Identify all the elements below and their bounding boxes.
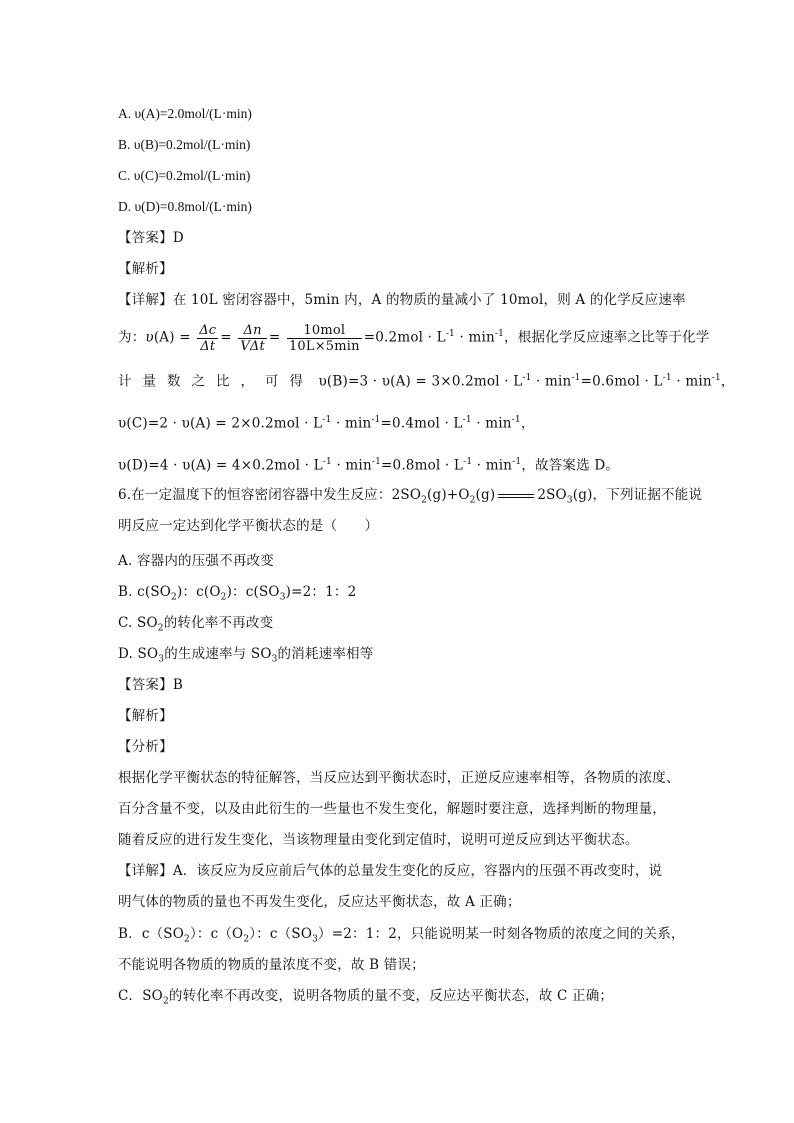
q6-option-a: A. 容器内的压强不再改变 <box>118 553 274 569</box>
option-d <box>118 197 252 217</box>
q5-detail-line3: 计量数之比，可得 $\upsilon(B)=3 \cdot \upsilon(A) = 3\times 0.2mol \cdot L^{-1} \cdot \min^{-1}=0.6mol \cdot L^{-1} \cdot \min^{-1}$， <box>118 373 735 390</box>
detail-text: 在 10L 密闭容器中，5min 内，A 的物质的量减小了 10mol，则 A 的化学反应速率 <box>172 292 686 308</box>
q6-fenxi-line2: 百分含量不变，以及由此衍生的一些量也不发生变化，解题时要注意，选择判断的物理量， <box>118 801 666 817</box>
q6-option-b: B. $c(SO_2)$：$c(O_2)$：$c(SO_3)=2$：1：2 <box>118 584 357 603</box>
option-a <box>118 104 252 124</box>
detail-text: 为： <box>118 329 146 346</box>
q6-detail-b2: 不能说明各物质的物质的量浓度不变，故 B 错误； <box>118 957 425 973</box>
q6-stem-line1: 6.在一定温度下的恒容密闭容器中发生反应：$2SO_2(g)+O_2(g)$ $2SO_3(g)$，下列证据不能说 <box>118 487 703 506</box>
analysis-tag: 【解析】 <box>118 261 173 277</box>
option-text: υ(D)=0.8mol/(L·min) <box>134 199 252 214</box>
q6-fenxi-tag: 【分析】 <box>118 739 173 755</box>
detail-tag: 【详解】 <box>118 292 173 308</box>
option-text: υ(C)=0.2mol/(L·min) <box>133 168 251 183</box>
q5-detail-line1 <box>118 290 686 310</box>
fraction-values: $\frac{\text{10mol}}{10L\times 5\min}$ <box>288 322 360 354</box>
option-label: C. <box>118 168 131 183</box>
q6-fenxi-line3: 随着反应的进行发生变化，当该物理量由变化到定值时，说明可逆反应到达平衡状态。 <box>118 832 639 848</box>
q6-answer: 【答案】B <box>118 677 183 693</box>
q6-analysis-tag: 【解析】 <box>118 708 173 724</box>
q6-option-d: D. $SO_3$的生成速率与 $SO_3$的消耗速率相等 <box>118 646 374 665</box>
q5-detail-line4: $\upsilon(C)=2 \cdot \upsilon(A) = 2\times 0.2mol \cdot L^{-1} \cdot \min^{-1}=0.4mol \cdot L^{-1} \cdot \min^{-1}$， <box>118 415 535 432</box>
fraction-dc-dt: $\frac{\Delta c}{\Delta t}$ <box>199 322 217 354</box>
answer-value: D <box>172 230 184 246</box>
option-label: D. <box>118 199 132 214</box>
q6-stem-line2: 明反应一定达到化学平衡状态的是（ ） <box>118 518 379 534</box>
fraction-dn-vdt: $\frac{\Delta n}{\text{VΔt}}$ <box>240 322 265 354</box>
option-b <box>118 135 250 155</box>
q6-option-c: C. $SO_2$的转化率不再改变 <box>118 615 274 634</box>
q6-fenxi-line1: 根据化学平衡状态的特征解答，当反应达到平衡状态时，正逆反应速率相等，各物质的浓度、 <box>118 770 680 786</box>
option-label: A. <box>118 106 132 121</box>
q5-detail-line2: 为：υ(A) = $\frac{\Delta c}{\Delta t}$ = $\frac{\Delta n}{\text{VΔt}}$ = $\frac{\text{10mol}}{10L\times 5\min}$ $=0.2mol \cdot L^{-1} \cdot \min^{-1}$，根据化学反应速率之比等于化学 <box>118 322 710 354</box>
q5-answer <box>118 228 184 248</box>
option-label: B. <box>118 137 131 152</box>
q6-detail-b1: B．$c(SO_2)$：$c(O_2)$：$c(SO_3)=2$：1：2，只能说明某一时刻各物质的浓度之间的关系， <box>118 926 685 945</box>
equilibrium-arrow-icon <box>498 494 534 498</box>
option-text: υ(A)=2.0mol/(L·min) <box>134 106 252 121</box>
q5-analysis-tag <box>118 259 173 279</box>
q6-detail-c: C．$SO_2$的转化率不再改变，说明各物质的量不变，反应达平衡状态，故 C 正确； <box>118 988 614 1007</box>
q6-detail-a1: 【详解】A．该反应为反应前后气体的总量发生变化的反应，容器内的压强不再改变时，说 <box>118 863 663 879</box>
q5-detail-line5: $\upsilon(D)=4 \cdot \upsilon(A) = 4\times 0.2mol \cdot L^{-1} \cdot \min^{-1}=0.8mol \cdot L^{-1} \cdot \min^{-1}$，故答案选 D。 <box>118 457 620 474</box>
option-text: υ(B)=0.2mol/(L·min) <box>133 137 251 152</box>
answer-tag: 【答案】 <box>118 230 173 246</box>
option-c <box>118 166 250 186</box>
q6-detail-a2: 明气体的物质的量也不再发生变化，反应达平衡状态，故 A 正确； <box>118 894 521 910</box>
